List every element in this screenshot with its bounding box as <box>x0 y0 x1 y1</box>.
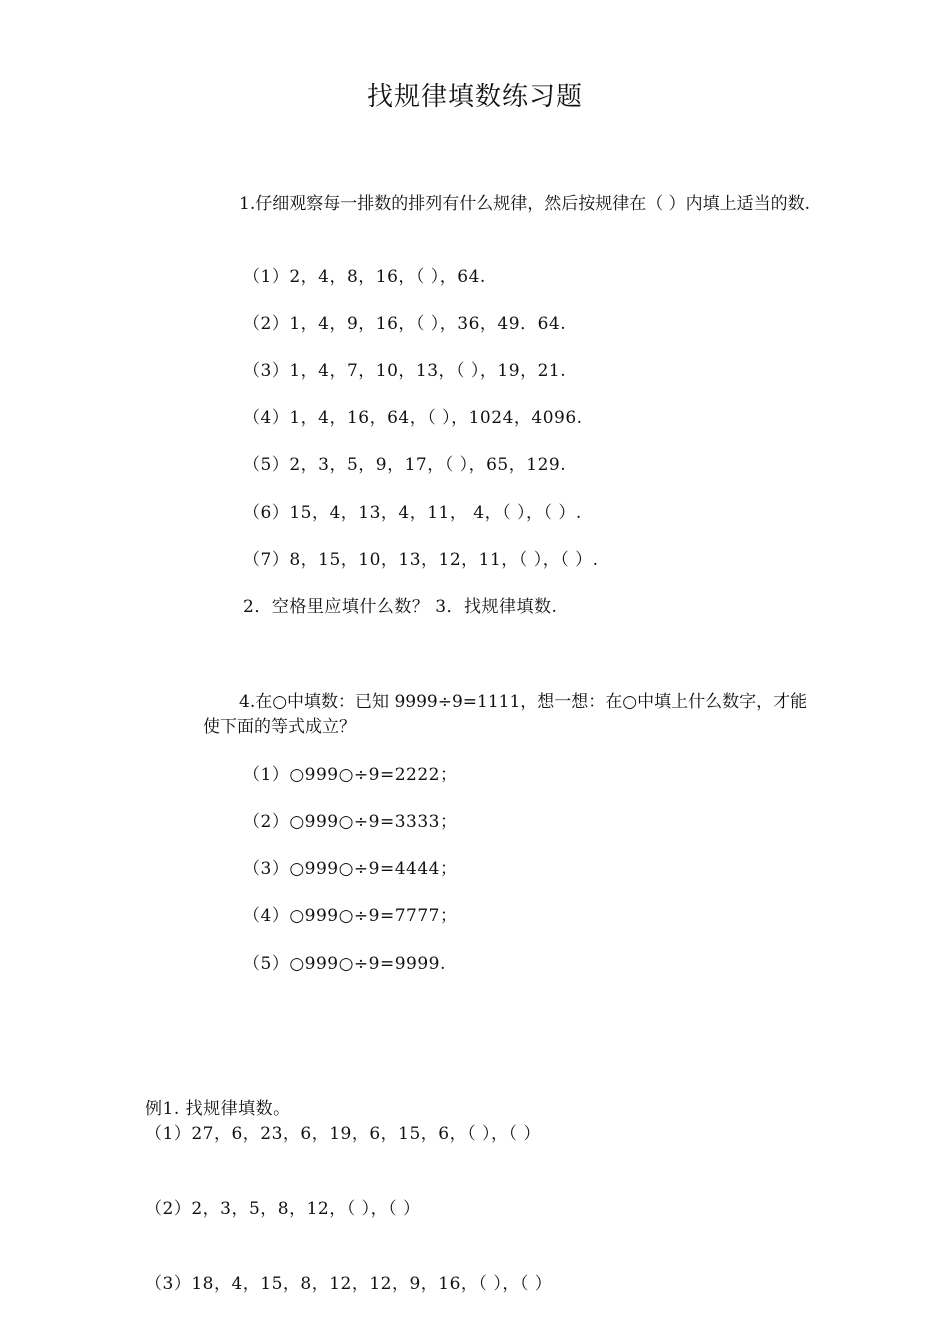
q4-item-2: （2）○999○÷9=3333； <box>243 812 458 832</box>
q4-item-5: （5）○999○÷9=9999. <box>243 954 446 974</box>
question-2-3-text: 2．空格里应填什么数？ 3．找规律填数. <box>243 597 558 617</box>
example-item-3: （3）18，4，15，8，12，12，9，16，（ ），（ ） <box>145 1274 553 1294</box>
q1-item-3: （3）1，4，7，10，13，（ ），19，21. <box>243 361 567 381</box>
q4-item-1: （1）○999○÷9=2222； <box>243 765 458 785</box>
page-title: 找规律填数练习题 <box>366 82 583 112</box>
example-item-2: （2）2，3，5，8，12，（ ），（ ） <box>145 1199 421 1219</box>
q1-item-6: （6）15，4，13，4，11， 4，（ ），（ ）. <box>243 503 582 523</box>
q1-item-2: （2）1，4，9，16，（ ），36，49．64. <box>243 314 567 334</box>
q1-item-4: （4）1，4，16，64，（ ），1024，4096. <box>243 408 583 428</box>
q4-item-4: （4）○999○÷9=7777； <box>243 906 458 926</box>
q1-item-1: （1）2，4，8，16，（ ），64. <box>243 267 486 287</box>
question-4-text: 4.在○中填数：已知 9999÷9=1111，想一想：在○中填上什么数字，才能使下面的等式成立？ <box>203 692 808 737</box>
q4-item-3: （3）○999○÷9=4444； <box>243 859 458 879</box>
example-heading: 例1. 找规律填数。 <box>145 1099 291 1119</box>
q1-item-5: （5）2，3，5，9，17，（ ），65，129. <box>243 455 567 475</box>
q1-item-7: （7）8，15，10，13，12，11，（ ），（ ）. <box>243 550 599 570</box>
question-1-text: 1.仔细观察每一排数的排列有什么规律，然后按规律在（ ）内填上适当的数. <box>239 194 811 214</box>
example-item-1: （1）27，6，23，6，19，6，15，6，（ ），（ ） <box>145 1124 541 1144</box>
